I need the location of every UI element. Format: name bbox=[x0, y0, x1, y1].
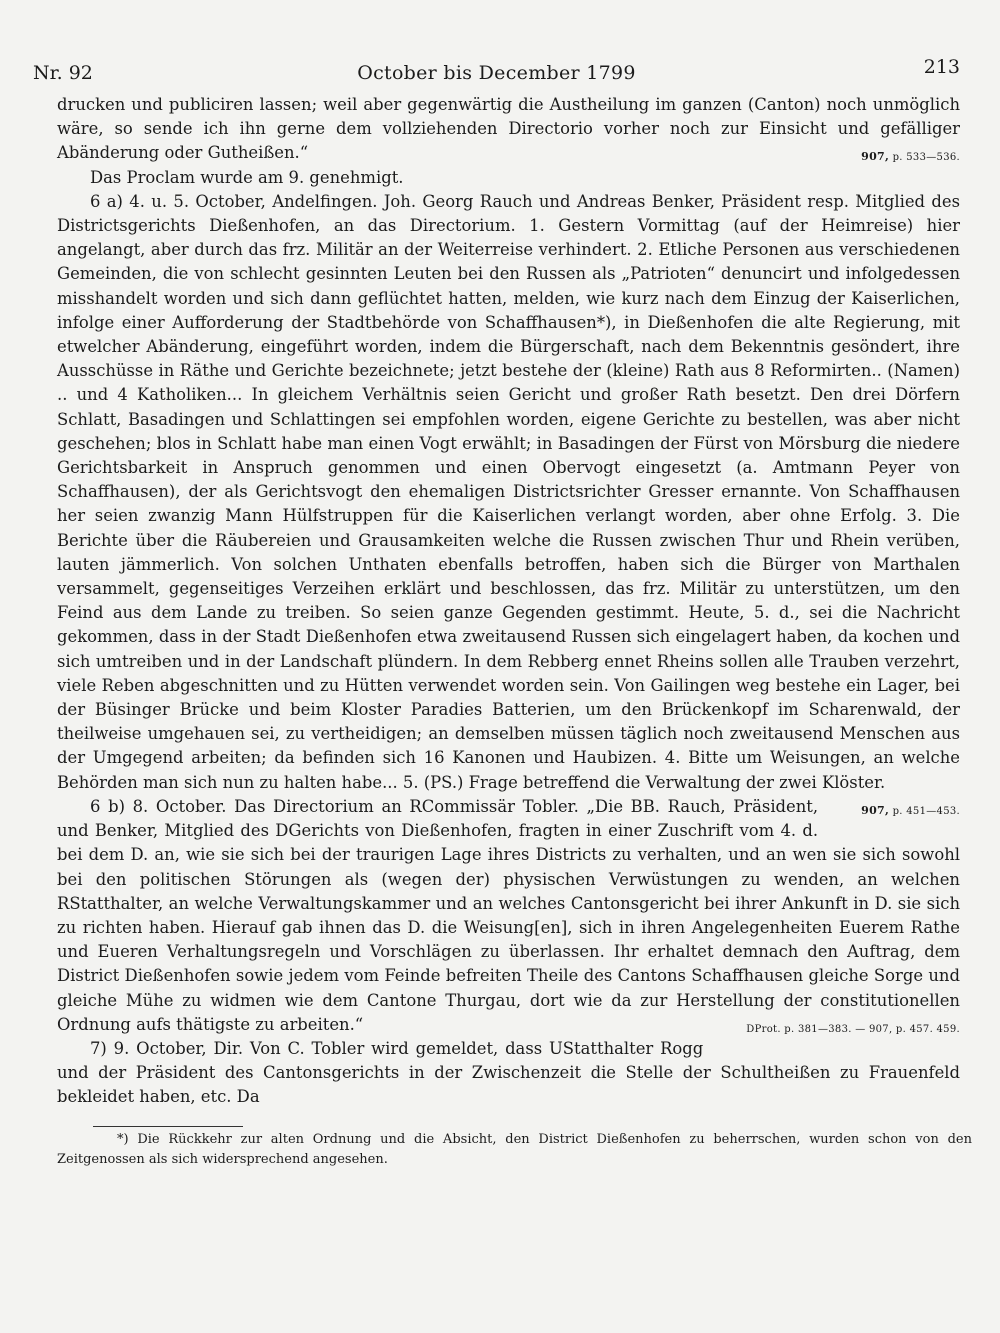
page-number: 213 bbox=[923, 56, 960, 78]
source-reference: 907, p. 451—453. bbox=[861, 803, 960, 817]
source-reference: DProt. p. 381—383. — 907, p. 457. 459. bbox=[746, 1023, 960, 1035]
running-header bbox=[33, 58, 960, 88]
footnote-text: *) Die Rückkehr zur alten Ordnung und die Absicht, den District Dießenhofen zu beherrschen, wurden schon von den Zeitgenossen als sich widersprechend angesehen. bbox=[57, 1132, 972, 1167]
paragraph-continuation bbox=[57, 93, 960, 166]
footnote bbox=[57, 1130, 972, 1170]
source-reference: 907, p. 533—536. bbox=[861, 150, 960, 164]
paragraph-text: 6 a) 4. u. 5. October, Andelfingen. Joh. Georg Rauch und Andreas Benker, Präsident resp. Mitglied des Districtsgerichts Dießenhofen, an das Directorium. 1. Gestern Vormittag (auf der Heimreise) hier angelangt, aber durch das frz. Militär an der Weiterreise verhindert. 2. Etliche Personen aus verschiedenen Gemeinden, die von schlecht gesinnten Leuten bei den Russen als „Patrioten“ denuncirt und infolgedessen misshandelt worden und sich dann geflüchtet hatten, melden, wie kurz nach dem Einzug der Kaiserlichen, infolge einer Aufforderung der Stadtbehörde von Schaffhausen*), in Dießenhofen die alte Regierung, mit etwelcher Abänderung, eingeführt worden, indem die Bürgerschaft, nach dem Bekenntnis gesöndert, ihre Ausschüsse in Räthe und Gerichte bezeichnete; jetzt bestehe der (kleine) Rath aus 8 Reformirten.. (Namen) .. und 4 Katholiken... In gleichem Verhältnis seien Gericht und großer Rath besetzt. Den drei Dörfern Schlatt, Basadingen und Schlattingen sei empfohlen worden, eigene Gerichte zu bestellen, was aber nicht geschehen; blos in Schlatt habe man einen Vogt erwählt; in Basadingen der Fürst von Mörsburg die niedere Gerichtsbarkeit in Anspruch genommen und einen Obervogt eingesetzt (a. Amtmann Peyer von Schaffhausen), der als Gerichtsvogt den ehemaligen Districtsrichter Gresser ernannte. Von Schaffhausen her seien zwanzig Mann Hülfstruppen für die Kaiserlichen verlangt worden, aber ohne Erfolg. 3. Die Berichte über die Räubereien und Grausamkeiten welche die Russen zwischen Thur und Rhein verüben, lauten jämmerlich. Von solchen Unthaten ebenfalls betroffen, haben sich die Bürger von Marthalen versammelt, gegenseitiges Verzeihen erklärt und beschlossen, das frz. Militär zu unterstützen, um den Feind aus dem Lande zu treiben. So seien ganze Gegenden gestimmt. Heute, 5. d., sei die Nachricht gekommen, dass in der Stadt Dießenhofen etwa zweitausend Russen sich eingelagert haben, da kochen und sich umtreiben und in der Landschaft plündern. In dem Rebberg ennet Rheins sollen alle Trauben verzehrt, viele Reben abgeschnitten und zu Hütten verwendet worden sein. Von Gailingen weg bestehe ein Lager, bei der Büsinger Brücke und beim Kloster Paradies Batterien, um den Brückenkopf im Scharenwald, der theilweise umgehauen sei, zu vertheidigen; an demselben müssen täglich noch zweitausend Menschen aus der Umgegend arbeiten; da befinden sich 16 Kanonen und Haubizen. 4. Bitte um Weisungen, an welche Behörden man sich nun zu halten habe... 5. (PS.) Frage betreffend die Verwaltung der zwei Klöster. bbox=[57, 191, 960, 792]
paragraph-text: Das Proclam wurde am 9. genehmigt. bbox=[90, 167, 404, 187]
paragraph-text: 7) 9. October, Dir. Von C. Tobler wird gemeldet, dass UStatthalter Rogg und der Präsident des Cantonsgerichts in der Zwischenzeit die Stelle der Schultheißen zu Frauenfeld bekleidet haben, etc. Da bbox=[57, 1038, 960, 1107]
main-text bbox=[57, 93, 960, 1110]
paragraph-text: 6 b) 8. October. Das Directorium an RCommissär Tobler. „Die BB. Rauch, Präsident, und Benker, Mitglied des DGerichts von Dießenhofen, fragten in einer Zuschrift vom 4. d. bei dem D. an, wie sie sich bei der traurigen Lage ihres Districts zu verhalten, und an wen sie sich sowohl bei den politischen Störungen als (wegen der) physischen Verwüstungen zu wenden, an welchen RStatthalter, an welche Verwaltungskammer und an welches Cantonsgericht bei ihrer Ankunft in D. sie sich zu richten haben. Hierauf gab ihnen das D. die Weisung[en], sich in ihren Angelegenheiten Euerem Rathe und Eueren Verhaltungsregeln und Vorschlägen zu überlassen. Ihr erhaltet demnach den Auftrag, dem District Dießenhofen sowie jedem vom Feinde befreiten Theile des Cantons Schaffhausen gleiche Sorge und gleiche Mühe zu widmen wie dem Cantone Thurgau, dort wie da zur Herstellung der constitutionellen Ordnung aufs thätigste zu arbeiten.“ bbox=[57, 796, 960, 1034]
running-title: October bis December 1799 bbox=[357, 62, 636, 84]
document-number: Nr. 92 bbox=[33, 62, 93, 84]
paragraph-6a bbox=[57, 190, 960, 817]
paragraph-6b bbox=[57, 795, 960, 1037]
paragraph-7 bbox=[57, 1037, 960, 1110]
paragraph-text: drucken und publiciren lassen; weil aber gegenwärtig die Austheilung im ganzen (Canton) noch unmöglich wäre, so sende ich ihn gerne dem vollziehenden Directorio vorher noch zur Einsicht und gefälliger Abänderung oder Gutheißen.“ bbox=[57, 95, 960, 163]
footnote-divider bbox=[93, 1126, 243, 1127]
paragraph-proclam bbox=[57, 166, 960, 190]
